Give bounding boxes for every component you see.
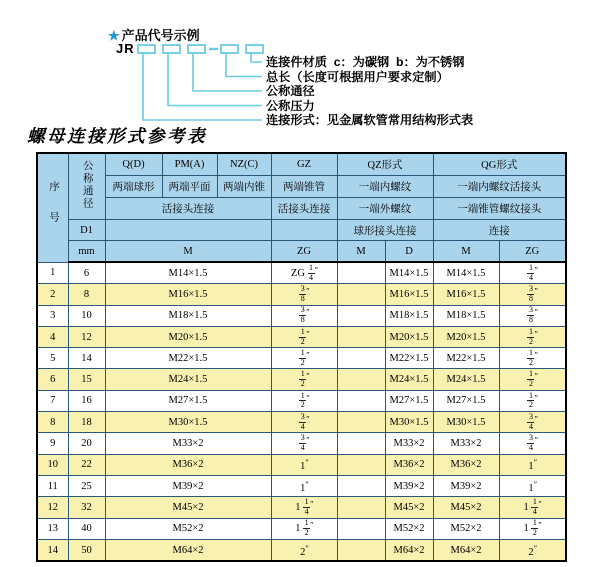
table-cell: M30×1.5 (105, 412, 271, 433)
table-cell: 8 (37, 412, 68, 433)
header-group-qd: Q(D) (105, 153, 162, 176)
table-cell: ZG $\frac{1}{4}$ ″ (271, 262, 337, 284)
connector-line (251, 53, 262, 62)
header-group-pma: PM(A) (162, 153, 217, 176)
table-header (37, 153, 566, 262)
table-cell: 16 (68, 390, 105, 411)
table-row (37, 305, 566, 326)
table-cell: $\frac{1}{2}$ ″ (499, 326, 566, 347)
code-label-pressure: 公称压力 (266, 98, 315, 113)
table-cell: $\frac{3}{4}$ ″ (499, 433, 566, 454)
table-cell (337, 497, 385, 518)
table-cell (337, 412, 385, 433)
table-cell: 13 (37, 518, 68, 539)
table-cell: $\frac{1}{2}$ ″ (271, 369, 337, 390)
header-desc: 一端锥管螺纹接头 (433, 198, 566, 220)
table-cell: 12 (37, 497, 68, 518)
table-cell: M14×1.5 (385, 262, 433, 284)
table-cell: M27×1.5 (105, 390, 271, 411)
table-cell: M33×2 (433, 433, 499, 454)
table-row (37, 475, 566, 496)
header-unit: M (105, 241, 271, 263)
table-row (37, 412, 566, 433)
table-cell: M16×1.5 (385, 284, 433, 305)
table-cell: M18×1.5 (105, 305, 271, 326)
table-cell: 5 (37, 348, 68, 369)
table-cell: 3 (37, 305, 68, 326)
table-cell: 15 (68, 369, 105, 390)
header-unit: M (433, 241, 499, 263)
table-row (37, 539, 566, 561)
table-cell: $\frac{1}{2}$ ″ (499, 369, 566, 390)
table-cell: 1″ (271, 454, 337, 475)
connector-line (143, 53, 262, 120)
table-cell: M45×2 (385, 497, 433, 518)
table-cell: $\frac{3}{8}$ ″ (271, 284, 337, 305)
table-cell: M14×1.5 (433, 262, 499, 284)
table-cell: M27×1.5 (433, 390, 499, 411)
table-cell: M24×1.5 (385, 369, 433, 390)
table-cell: $\frac{3}{8}$ ″ (499, 305, 566, 326)
table-cell: M22×1.5 (105, 348, 271, 369)
code-box (246, 45, 263, 53)
table-row (37, 284, 566, 305)
table-cell: 1″ (499, 454, 566, 475)
table-cell (337, 390, 385, 411)
table-cell (337, 305, 385, 326)
header-desc: 一端内螺纹 (337, 176, 433, 198)
table-cell: $\frac{3}{4}$ ″ (271, 412, 337, 433)
header-unit: ZG (499, 241, 566, 263)
code-box (221, 45, 238, 53)
table-row (37, 518, 566, 539)
code-label-connection: 连接形式：见金属软管常用结构形式表 (266, 113, 474, 127)
table-cell (337, 433, 385, 454)
table-cell: 14 (68, 348, 105, 369)
table-cell (337, 539, 385, 561)
table-cell: M52×2 (105, 518, 271, 539)
header-desc: 活接头连接 (271, 198, 337, 220)
table-cell: M24×1.5 (433, 369, 499, 390)
header-unit-mm: mm (68, 241, 105, 263)
header-group-gz: GZ (271, 153, 337, 176)
table-cell: 2″ (271, 539, 337, 561)
table-cell: 50 (68, 539, 105, 561)
table-cell: 2 (37, 284, 68, 305)
table-cell: M36×2 (433, 454, 499, 475)
table-cell: 9 (37, 433, 68, 454)
table-cell: 25 (68, 475, 105, 496)
code-boxes (138, 45, 263, 53)
table-cell: M20×1.5 (105, 326, 271, 347)
table-cell: $\frac{3}{4}$ ″ (499, 412, 566, 433)
header-desc: 一端外螺纹 (337, 198, 433, 220)
table-cell: M64×2 (433, 539, 499, 561)
header-unit: D (385, 241, 433, 263)
code-connector-lines (143, 53, 262, 120)
table-cell: 11 (37, 475, 68, 496)
table-row (37, 326, 566, 347)
table-cell: M45×2 (105, 497, 271, 518)
code-box (138, 45, 155, 53)
table-cell: M14×1.5 (105, 262, 271, 284)
header-desc: 连接 (433, 220, 566, 241)
header-dn: 公称通径 (68, 153, 105, 220)
code-label-diameter: 公称通径 (266, 84, 315, 98)
table-row (37, 348, 566, 369)
header-desc: 两端内锥 (217, 176, 271, 198)
table-row (37, 454, 566, 475)
header-group-qg: QG形式 (433, 153, 566, 176)
table-cell: $\frac{3}{8}$ ″ (271, 305, 337, 326)
table-cell: M30×1.5 (385, 412, 433, 433)
header-desc: 两端锥管 (271, 176, 337, 198)
table-cell (337, 369, 385, 390)
table-body (37, 262, 566, 561)
table-cell (337, 284, 385, 305)
nut-connection-table (36, 152, 567, 562)
connector-line (168, 53, 262, 106)
table-cell: M24×1.5 (105, 369, 271, 390)
table-cell (337, 475, 385, 496)
table-row (37, 262, 566, 284)
diagram-title-text: 产品代号示例 (121, 28, 200, 43)
table-cell (337, 348, 385, 369)
header-group-qz: QZ形式 (337, 153, 433, 176)
table-cell: 7 (37, 390, 68, 411)
table-cell: 8 (68, 284, 105, 305)
table-cell: M52×2 (433, 518, 499, 539)
table-cell: M39×2 (433, 475, 499, 496)
connector-line (226, 53, 262, 77)
table-cell: M20×1.5 (385, 326, 433, 347)
table-cell: M64×2 (385, 539, 433, 561)
table-cell: 1 $\frac{1}{2}$ ″ (271, 518, 337, 539)
table-cell: $\frac{1}{2}$ ″ (271, 390, 337, 411)
table-cell: M33×2 (385, 433, 433, 454)
header-desc: 活接头连接 (105, 198, 271, 220)
table-cell: 1″ (499, 475, 566, 496)
table-cell: 12 (68, 326, 105, 347)
header-unit: ZG (271, 241, 337, 263)
table-cell (337, 518, 385, 539)
table-row (37, 433, 566, 454)
table-cell: M36×2 (385, 454, 433, 475)
table-cell: 20 (68, 433, 105, 454)
table-cell: $\frac{1}{2}$ ″ (499, 348, 566, 369)
header-desc: 一端内螺纹活接头 (433, 176, 566, 198)
header-unit: M (337, 241, 385, 263)
code-box (163, 45, 180, 53)
table-cell: M30×1.5 (433, 412, 499, 433)
table-row (37, 497, 566, 518)
table-row (37, 369, 566, 390)
table-cell: M45×2 (433, 497, 499, 518)
table-row (37, 390, 566, 411)
table-cell: 14 (37, 539, 68, 561)
table-cell: M39×2 (385, 475, 433, 496)
star-icon: ★ (108, 28, 120, 43)
table-cell: $\frac{3}{8}$ ″ (499, 284, 566, 305)
table-cell: M22×1.5 (433, 348, 499, 369)
table-cell: 40 (68, 518, 105, 539)
code-prefix: JR (116, 41, 135, 56)
table-cell (337, 262, 385, 284)
table-cell: M20×1.5 (433, 326, 499, 347)
table-cell (337, 326, 385, 347)
table-cell: 10 (37, 454, 68, 475)
table-cell: M52×2 (385, 518, 433, 539)
table-cell: M27×1.5 (385, 390, 433, 411)
table-cell: 1 (37, 262, 68, 284)
table-title: 螺母连接形式参考表 (27, 126, 207, 146)
code-box (188, 45, 205, 53)
table-cell: M36×2 (105, 454, 271, 475)
table-cell: 22 (68, 454, 105, 475)
table-cell: $\frac{1}{2}$ ″ (271, 326, 337, 347)
header-group-nzc: NZ(C) (217, 153, 271, 176)
table-cell: 18 (68, 412, 105, 433)
header-desc: 两端平面 (162, 176, 217, 198)
header-d1: D1 (68, 220, 105, 241)
table-cell: M18×1.5 (433, 305, 499, 326)
table-cell: 1″ (271, 475, 337, 496)
code-label-length: 总长（长度可根据用户要求定制） (266, 69, 449, 84)
table-cell: $\frac{1}{2}$ ″ (499, 390, 566, 411)
table-cell: 4 (37, 326, 68, 347)
table-cell: M22×1.5 (385, 348, 433, 369)
table-cell: 1 $\frac{1}{4}$ ″ (499, 497, 566, 518)
table-cell: M16×1.5 (105, 284, 271, 305)
table-cell: 6 (37, 369, 68, 390)
header-desc (271, 220, 337, 241)
table-cell: M33×2 (105, 433, 271, 454)
table-cell: 10 (68, 305, 105, 326)
table-cell: M18×1.5 (385, 305, 433, 326)
header-seq: 序号 (37, 153, 68, 262)
header-desc: 两端球形 (105, 176, 162, 198)
table-cell: M39×2 (105, 475, 271, 496)
table-cell: 1 $\frac{1}{2}$ ″ (499, 518, 566, 539)
table-cell: M16×1.5 (433, 284, 499, 305)
table-cell: $\frac{1}{4}$ ″ (499, 262, 566, 284)
table-cell: 2″ (499, 539, 566, 561)
header-desc (105, 220, 271, 241)
code-label-material: 连接件材质 c：为碳钢 b：为不锈钢 (266, 55, 465, 69)
table-cell (337, 454, 385, 475)
table-cell: M64×2 (105, 539, 271, 561)
table-cell: $\frac{1}{2}$ ″ (271, 348, 337, 369)
table-cell: 6 (68, 262, 105, 284)
table-cell: $\frac{3}{4}$ ″ (271, 433, 337, 454)
header-desc: 球形接头连接 (337, 220, 433, 241)
table-cell: 32 (68, 497, 105, 518)
table-cell: 1 $\frac{1}{4}$ ″ (271, 497, 337, 518)
